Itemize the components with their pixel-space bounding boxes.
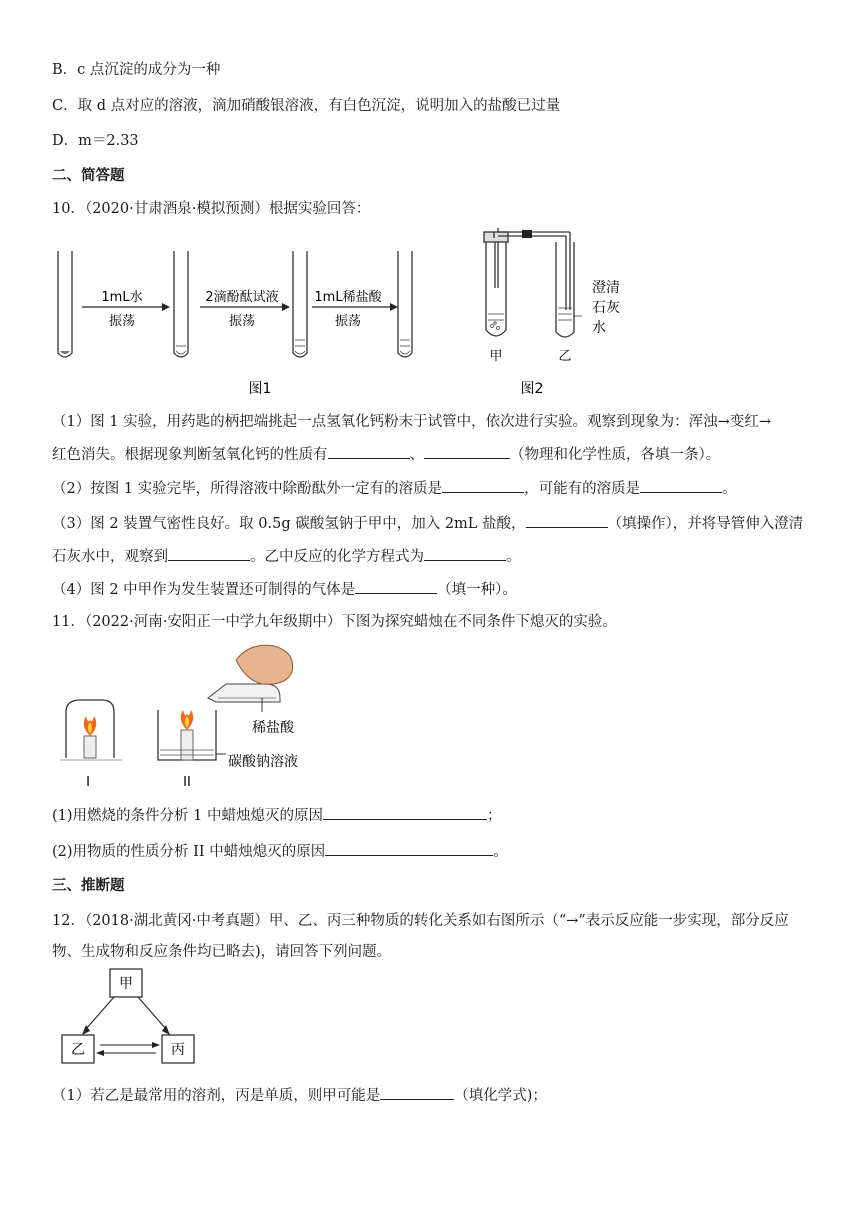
answer-blank[interactable]: [325, 841, 493, 856]
question-10-4: （4）图 2 中甲作为发生装置还可制得的气体是 （填一种）。: [52, 579, 517, 600]
answer-blank[interactable]: [355, 579, 437, 594]
answer-blank[interactable]: [323, 805, 487, 820]
section-heading-inference: 三、推断题: [52, 877, 125, 894]
test-tube-1: [58, 251, 72, 357]
question-11-1: (1)用燃烧的条件分析 1 中蜡烛熄灭的原因 ；: [52, 805, 501, 826]
node-yi-label: 乙: [71, 1042, 85, 1058]
fig1-step1-top: 1mL水: [101, 290, 143, 305]
option-c: C．取 d 点对应的溶液，滴加硝酸银溶液，有白色沉淀，说明加入的盐酸已过量: [52, 98, 561, 114]
answer-blank[interactable]: [424, 444, 510, 459]
figure-1-test-tubes: [50, 245, 430, 400]
fig2-label-line2: 石灰: [592, 300, 620, 316]
acid-bottle: [208, 684, 280, 702]
fig2-label-line3: 水: [592, 320, 606, 336]
answer-blank[interactable]: [328, 444, 410, 459]
figure-3-candles: [50, 640, 340, 795]
question-11-stem: 11．（2022·河南·安阳正一中学九年级期中）下图为探究蜡烛在不同条件下熄灭的实验。: [52, 614, 617, 630]
question-12-1: （1）若乙是最常用的溶剂，丙是单质，则甲可能是 （填化学式)；: [52, 1085, 547, 1106]
fig1-step2-bottom: 振荡: [228, 314, 256, 329]
node-jia-label: 甲: [119, 976, 133, 992]
question-10-1-line2: 红色消失。根据现象判断氢氧化钙的性质有 、 （物理和化学性质，各填一条）。: [52, 444, 720, 465]
hand-icon: [236, 645, 293, 684]
test-tube-yi: [556, 242, 574, 337]
question-10-3-line1: （3）图 2 装置气密性良好。取 0.5g 碳酸氢钠于甲中，加入 2mL 盐酸， （填操作），并将导管伸入澄清: [52, 513, 803, 534]
section-heading-short-answer: 二、简答题: [52, 167, 125, 184]
question-10-2: （2）按图 1 实验完毕，所得溶液中除酚酞外一定有的溶质是 ，可能有的溶质是 。: [52, 478, 737, 499]
question-10-stem: 10．（2020·甘肃酒泉·模拟预测）根据实验回答：: [52, 201, 371, 217]
fig3-label-2: II: [183, 775, 191, 790]
answer-blank[interactable]: [380, 1085, 454, 1100]
fig1-step3-bottom: 振荡: [334, 314, 362, 329]
node-bing-label: 丙: [171, 1042, 185, 1058]
answer-blank[interactable]: [526, 513, 608, 528]
question-10-1-line1: （1）图 1 实验，用药匙的柄把端挑起一点氢氧化钙粉末于试管中，依次进行实验。观察到现象为：浑浊→变红→: [52, 414, 771, 430]
figure-4-conversion-diagram: [56, 965, 206, 1067]
answer-blank[interactable]: [424, 546, 506, 561]
fig1-step2-top: 2滴酚酞试液: [205, 290, 279, 305]
fig3-label-1: I: [86, 775, 90, 790]
question-10-3-line2: 石灰水中，观察到 。乙中反应的化学方程式为 。: [52, 546, 521, 567]
test-tube-2: [174, 251, 188, 357]
fig3-carbonate-label: 碳酸钠溶液: [228, 754, 298, 770]
test-tube-3: [293, 251, 307, 357]
question-12-stem-line1: 12．（2018·湖北黄冈·中考真题）甲、乙、丙三种物质的转化关系如右图所示（“→”表示反应能一步实现，部分反应: [52, 913, 789, 929]
figure-2-apparatus: [470, 228, 650, 400]
fig2-label-line1: 澄清: [592, 280, 620, 296]
answer-blank[interactable]: [640, 478, 722, 493]
question-12-stem-line2: 物、生成物和反应条件均已略去)，请回答下列问题。: [52, 944, 392, 960]
fig1-step3-top: 1mL稀盐酸: [314, 290, 382, 305]
test-tube-4: [398, 251, 412, 357]
option-b: B．c 点沉淀的成分为一种: [52, 62, 221, 78]
fig2-yi: 乙: [558, 349, 572, 364]
fig1-caption: 图1: [248, 381, 272, 397]
fig2-caption: 图2: [520, 381, 544, 397]
option-d: D．m＝2.33: [52, 133, 139, 149]
fig2-jia: 甲: [489, 349, 503, 364]
answer-blank[interactable]: [168, 546, 250, 561]
question-11-2: (2)用物质的性质分析 II 中蜡烛熄灭的原因 。: [52, 841, 508, 862]
answer-blank[interactable]: [442, 478, 524, 493]
fig3-acid-label: 稀盐酸: [252, 720, 294, 736]
fig1-step1-bottom: 振荡: [108, 314, 136, 329]
